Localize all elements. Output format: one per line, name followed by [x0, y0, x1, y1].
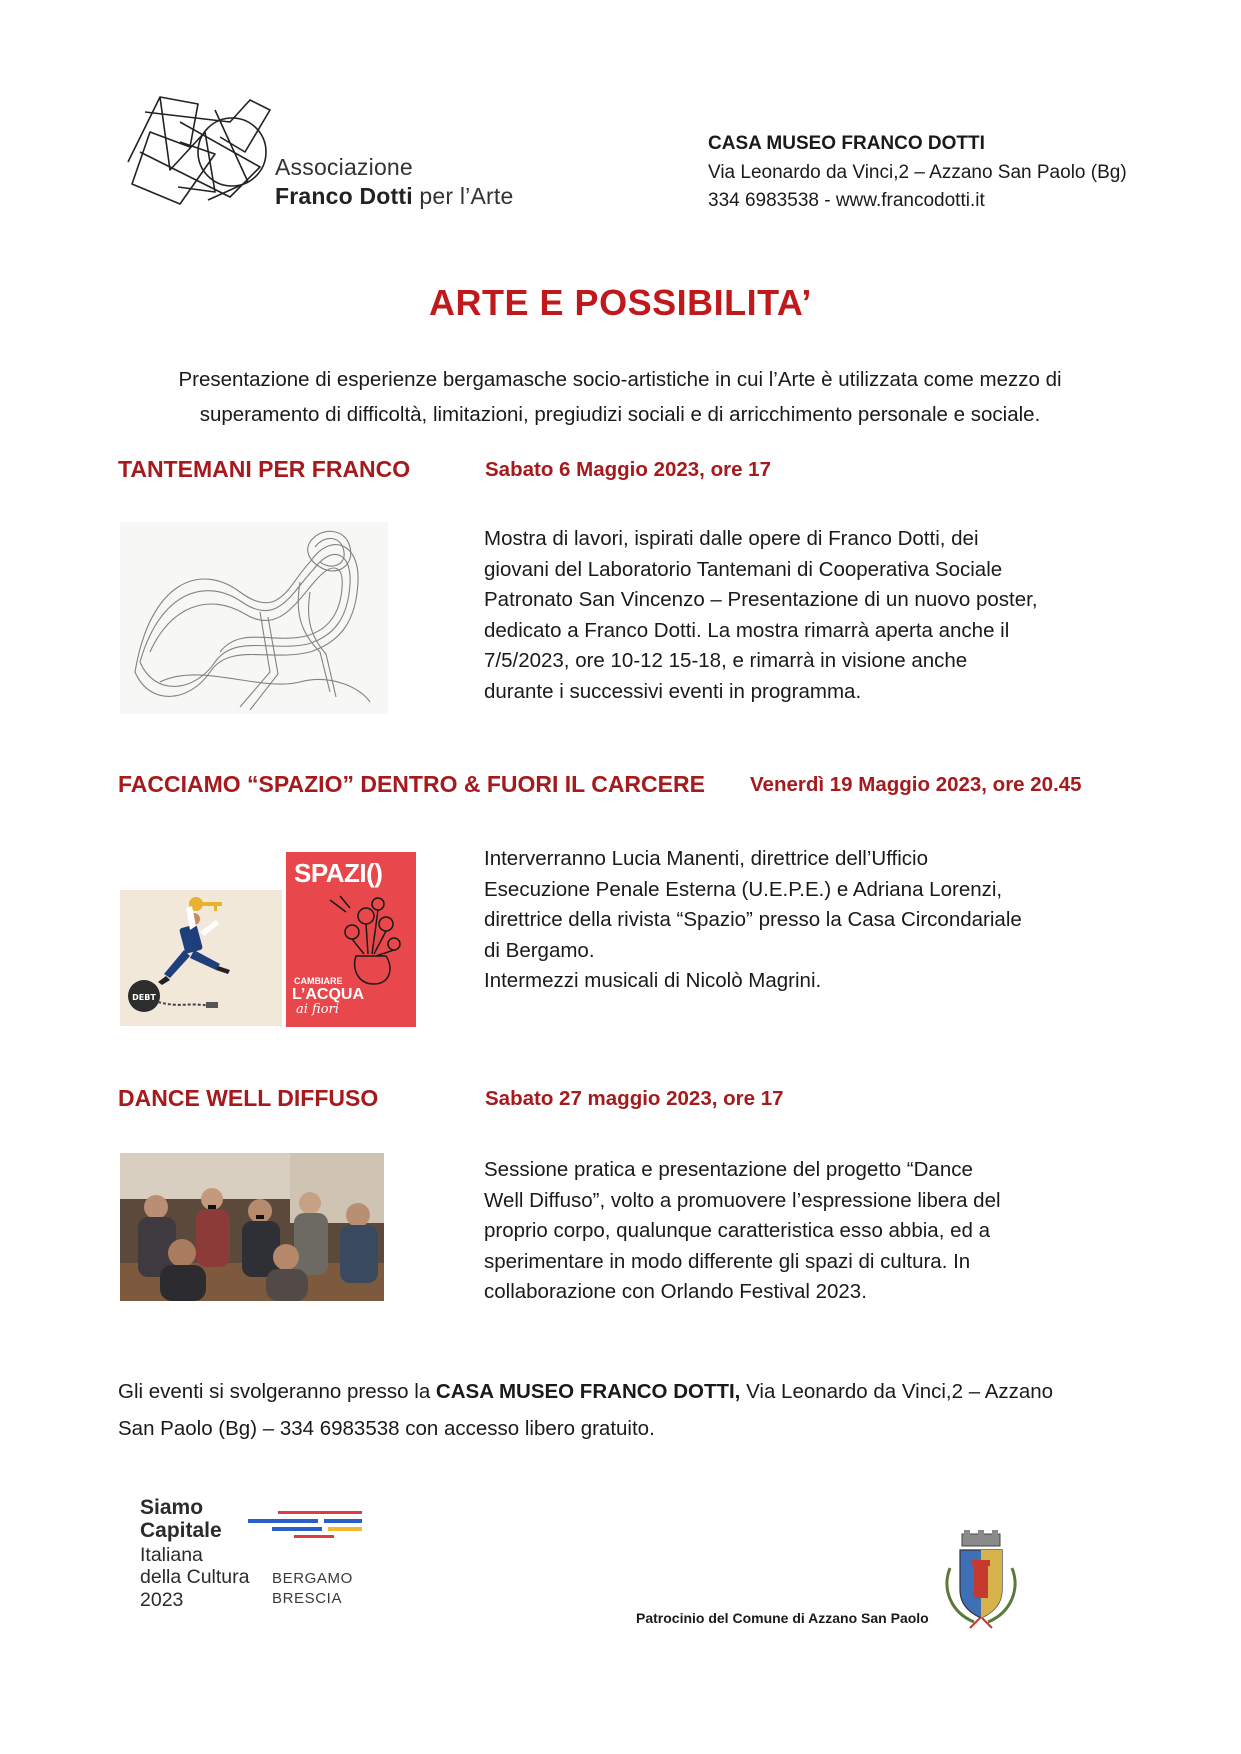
intro-paragraph — [120, 362, 1120, 432]
intro-line: Presentazione di esperienze bergamasche socio-artistiche in cui l’Arte è utilizzata come mezzo di — [178, 368, 1062, 391]
event-1-description — [484, 524, 1100, 707]
association-name-line2 — [275, 183, 513, 210]
description-line: 7/5/2023, ore 10-12 15-18, e rimarrà in visione anche — [484, 649, 968, 672]
footer-venue-info — [118, 1373, 1128, 1447]
museum-contact-block — [708, 130, 1127, 216]
event-2-date: Venerdì 19 Maggio 2023, ore 20.45 — [750, 773, 1082, 796]
association-name-bold: Franco Dotti — [275, 183, 413, 209]
dance-well-photo — [120, 1153, 384, 1301]
cover-line-2: L’ACQUA — [292, 986, 364, 1003]
capitale-line-1: Siamo — [140, 1496, 204, 1519]
cover-line-3: ai fiori — [296, 1002, 339, 1017]
museum-name: CASA MUSEO FRANCO DOTTI — [708, 133, 985, 154]
footer-museum-name: CASA MUSEO FRANCO DOTTI, — [435, 1380, 741, 1403]
association-name-line1: Associazione — [275, 154, 413, 180]
intro-line: superamento di difficoltà, limitazioni, pregiudizi sociali e di arricchimento personale e sociale. — [199, 403, 1041, 426]
footer-line-1 — [118, 1373, 1128, 1410]
capitale-line-3: Italiana — [140, 1544, 203, 1566]
event-1-line-drawing — [120, 522, 388, 714]
description-line: Esecuzione Penale Esterna (U.E.P.E.) e Adriana Lorenzi, — [484, 877, 1003, 901]
capitale-color-stripes-icon — [248, 1509, 364, 1541]
event-3-date: Sabato 27 maggio 2023, ore 17 — [485, 1087, 784, 1110]
description-line: proprio corpo, qualunque caratteristica esso abbia, ed a — [484, 1219, 990, 1242]
description-line: Mostra di lavori, ispirati dalle opere di Franco Dotti, dei — [484, 527, 979, 550]
association-name-rest: per l’Arte — [412, 183, 514, 209]
patrocinio-note: Patrocinio del Comune di Azzano San Paolo — [636, 1610, 929, 1626]
event-2-description — [484, 844, 1100, 997]
description-line: di Bergamo. — [484, 938, 595, 962]
debt-ball-label: DEBT — [132, 993, 156, 1002]
capitale-cultura-logo — [140, 1497, 375, 1612]
description-line: Interverranno Lucia Manenti, direttrice dell’Ufficio — [484, 847, 929, 870]
capitale-city-1: BERGAMO — [272, 1570, 353, 1587]
description-line: Well Diffuso”, volto a promuovere l’espressione libera del — [484, 1188, 1001, 1212]
description-line: Patronato San Vincenzo – Presentazione di un nuovo poster, — [484, 588, 1038, 611]
event-2-debt-illustration — [120, 890, 282, 1026]
vase-of-flowers-icon — [326, 892, 408, 988]
description-line: collaborazione con Orlando Festival 2023. — [484, 1280, 867, 1303]
magazine-masthead: SPAZI() — [294, 858, 383, 888]
event-1-title: TANTEMANI PER FRANCO — [118, 456, 411, 482]
spazio-magazine-cover — [286, 852, 416, 1027]
description-line: sperimentare in modo differente gli spazi di cultura. In — [484, 1249, 971, 1273]
footer-line-1-post: Via Leonardo da Vinci,2 – Azzano — [740, 1380, 1054, 1403]
capitale-line-5: 2023 — [140, 1589, 184, 1611]
comune-coat-of-arms-icon — [940, 1528, 1022, 1630]
event-1-date: Sabato 6 Maggio 2023, ore 17 — [485, 458, 771, 481]
cover-line-1: CAMBIARE — [294, 976, 343, 986]
description-line: dedicato a Franco Dotti. La mostra rimarrà aperta anche il — [484, 618, 1010, 642]
footer-line-1-pre: Gli eventi si svolgeranno presso la — [118, 1380, 436, 1403]
description-line: direttrice della rivista “Spazio” presso la Casa Circondariale — [484, 908, 1022, 931]
capitale-city-2: BRESCIA — [272, 1590, 343, 1607]
description-line: giovani del Laboratorio Tantemani di Cooperativa Sociale — [484, 557, 1003, 581]
footer-line-2: San Paolo (Bg) – 334 6983538 con accesso libero gratuito. — [118, 1417, 655, 1440]
description-line: Intermezzi musicali di Nicolò Magrini. — [484, 969, 822, 992]
event-3-description — [484, 1155, 1076, 1308]
museum-contact: 334 6983538 - www.francodotti.it — [708, 190, 985, 211]
capitale-line-2: Capitale — [140, 1519, 222, 1542]
page-title: ARTE E POSSIBILITA’ — [429, 282, 812, 323]
association-logo-mark — [120, 92, 290, 212]
description-line: durante i successivi eventi in programma. — [484, 679, 862, 703]
capitale-line-4: della Cultura — [140, 1566, 250, 1588]
description-line: Sessione pratica e presentazione del progetto “Dance — [484, 1158, 973, 1181]
event-3-title: DANCE WELL DIFFUSO — [118, 1085, 379, 1111]
event-2-title: FACCIAMO “SPAZIO” DENTRO & FUORI IL CARCERE — [118, 771, 705, 797]
museum-address: Via Leonardo da Vinci,2 – Azzano San Paolo (Bg) — [708, 161, 1127, 183]
